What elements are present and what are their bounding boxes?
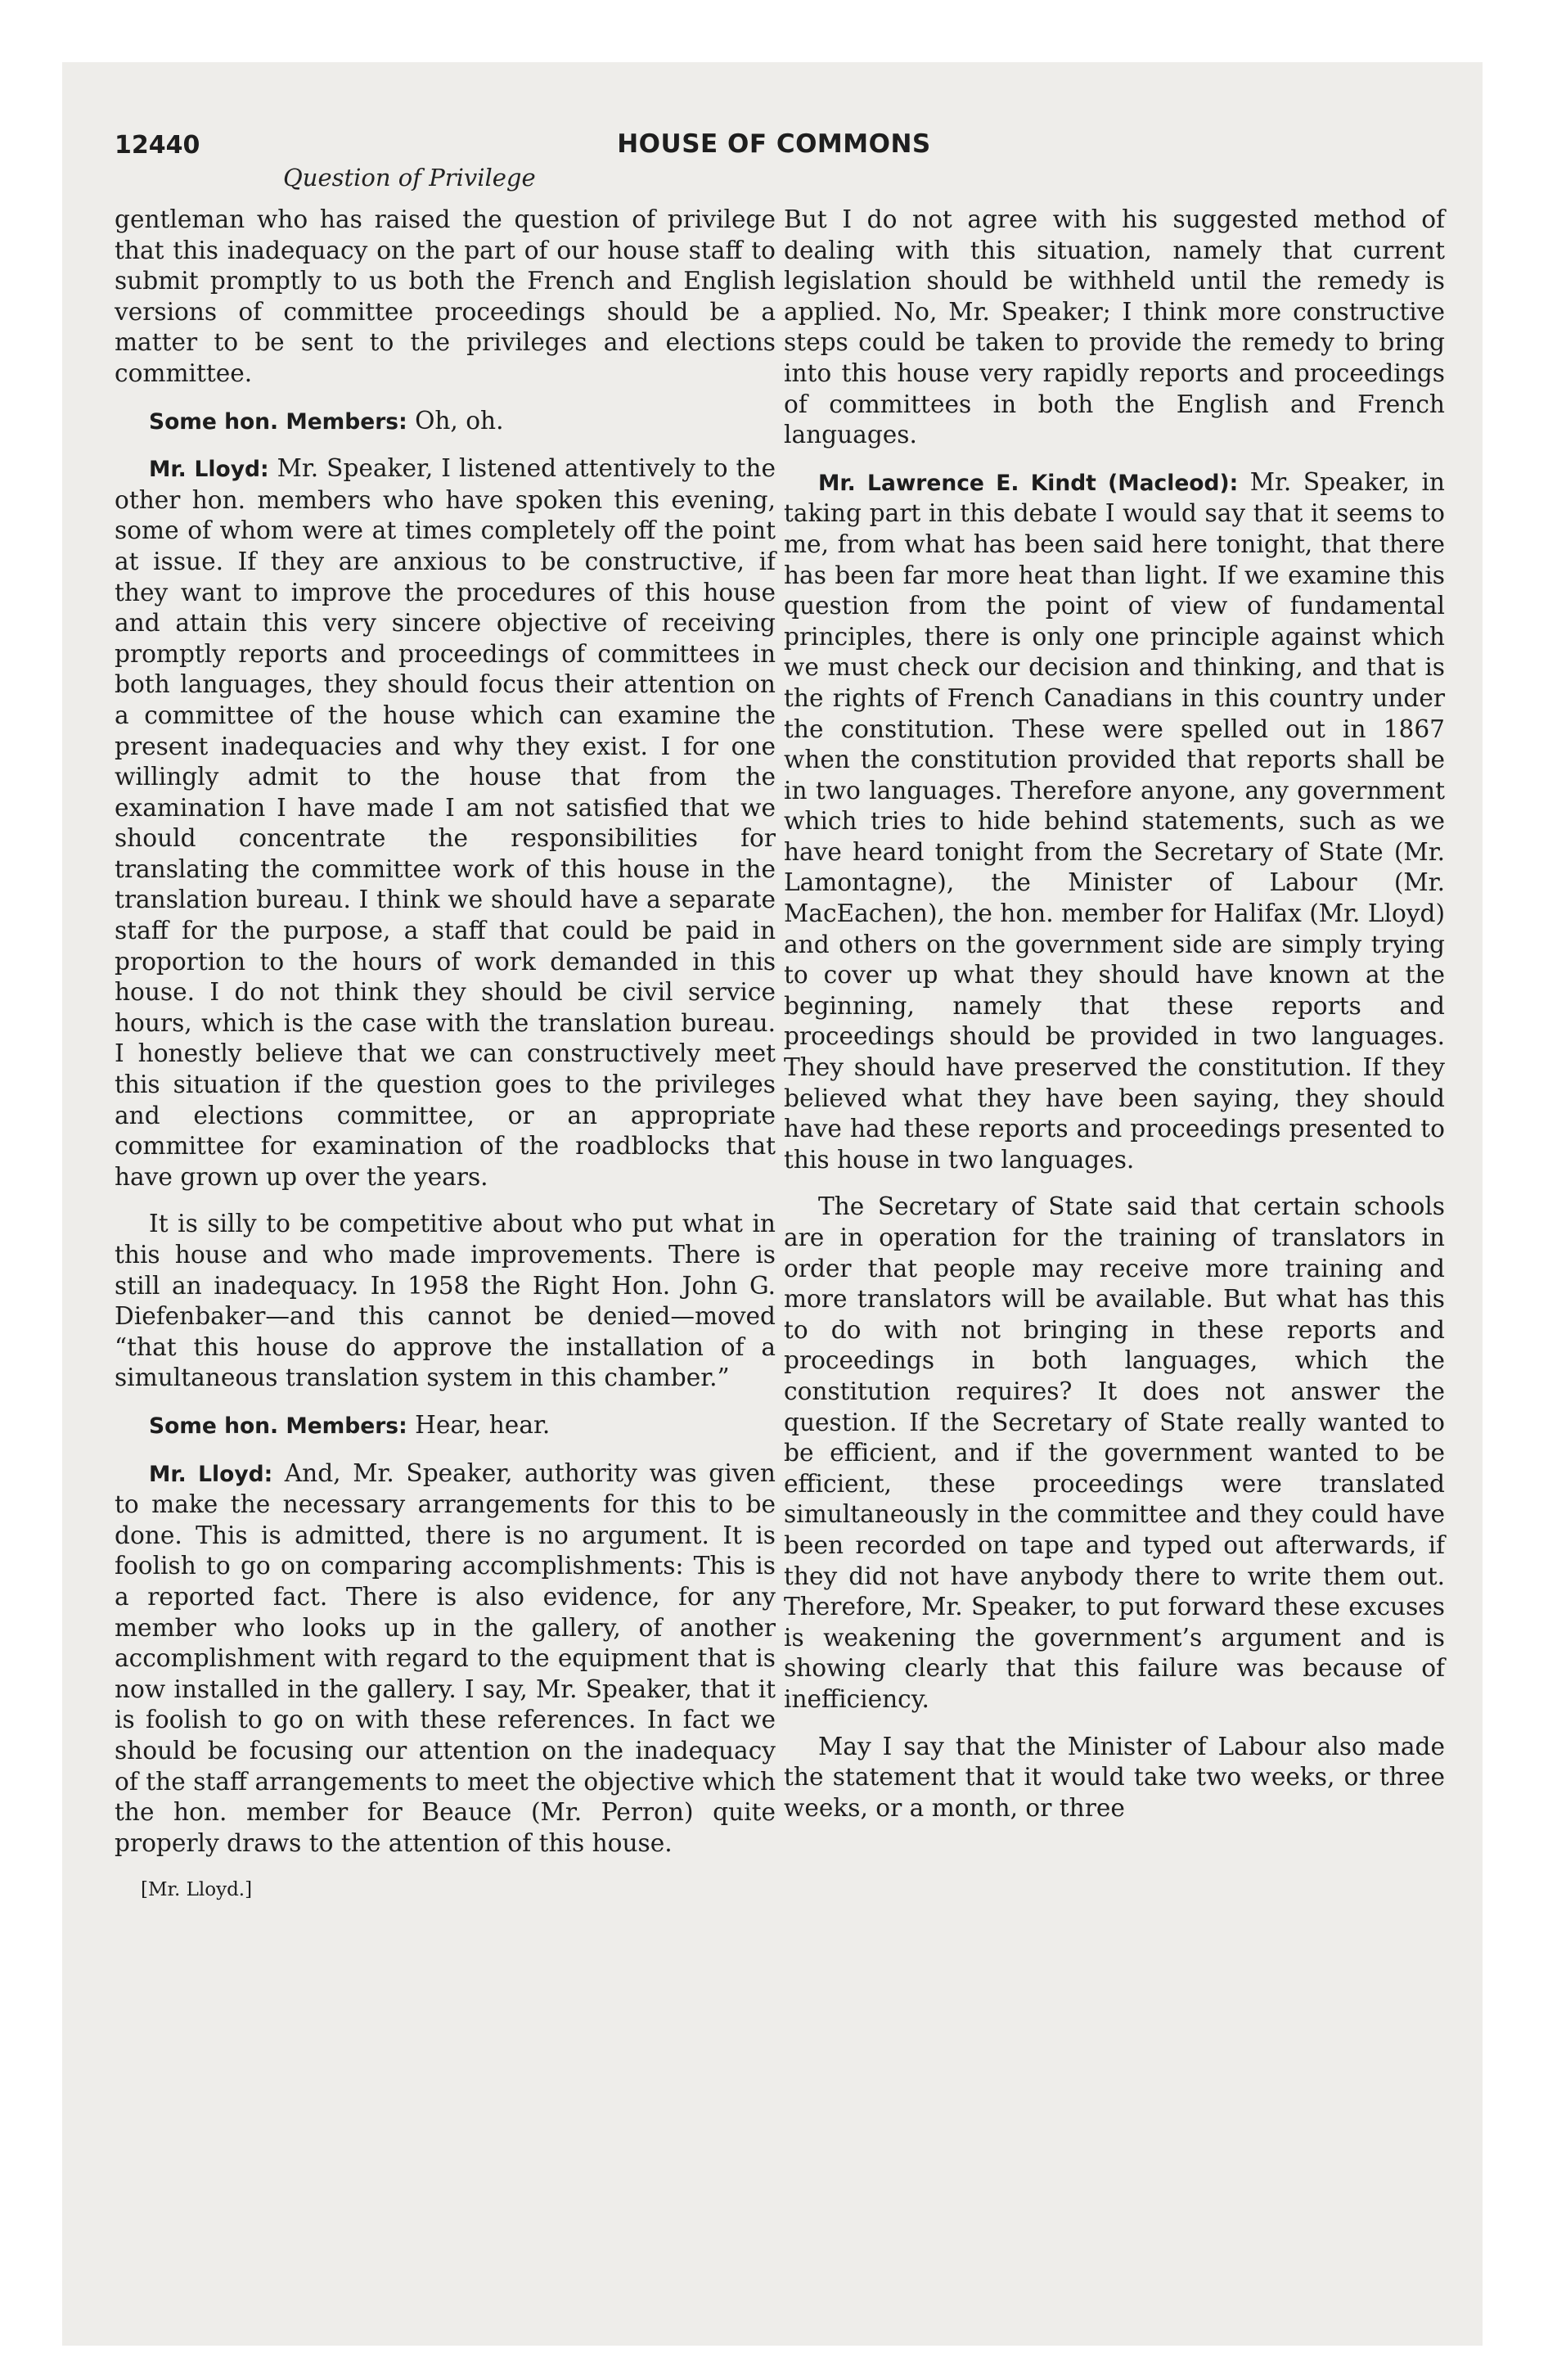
speech-text: Oh, oh. — [407, 406, 504, 435]
speaker-name: Some hon. Members: — [149, 408, 407, 435]
paragraph: But I do not agree with his suggested method of dealing with this situation, namely that current legislation should be withheld until the remedy is applied. No, Mr. Speaker; I think more constructive steps could be taken to provide the remedy to bring into this house very rapidly reports and proceedings of committees in both the English and French languages. — [784, 205, 1445, 449]
paragraph: The Secretary of State said that certain schools are in operation for the training of translators in order that people may receive more training and more translators will be available. But what has this to do with not bringing in these reports and proceedings in both languages, which the constitution requires? It does not answer the question. If the Secretary of State really wanted to be efficient, and if the government wanted to be efficient, these proceedings were translated simultaneously in the committee and they could have been recorded on tape and typed out afterwards, if they did not have anybody there to write them out. Therefore, Mr. Speaker, to put forward these excuses is weakening the government’s argument and is showing clearly that this failure was because of inefficiency. — [784, 1192, 1445, 1713]
speaker-name: Mr. Lloyd: — [149, 1461, 273, 1487]
left-column — [115, 205, 776, 1906]
speaker-name: Mr. Lloyd: — [149, 457, 269, 483]
paragraph: gentleman who has raised the question of privilege that this inadequacy on the part of our house staff to submit promptly to us both the French and English versions of committee proceedings should be a matter to be sent to the privileges and elections committee. — [115, 205, 776, 387]
footer-attribution: [Mr. Lloyd.] — [141, 1879, 253, 1901]
right-column — [784, 205, 1445, 1840]
paragraph — [115, 1458, 776, 1859]
speech-text: Hear, hear. — [407, 1410, 551, 1439]
speech-text: Mr. Speaker, I listened attentively to the other hon. members who have spoken this evening, some of whom were at times completely off the point at issue. If they are anxious to be constructive, if they want to improve the procedures of this house and attain this very sincere objective of receiving promptly reports and proceedings of committees in both languages, they should focus their attention on a committee of the house which can examine the present inadequacies and why they exist. I for one willingly admit to the house that from the examination I have made I am not satisfied that we should concentrate the responsibilities for translating the committee work of this house in the translation bureau. I think we should have a separate staff for the purpose, a staff that could be paid in proportion to the hours of work demanded in this house. I do not think they should be civil service hours, which is the case with the translation bureau. I honestly believe that we can constructively meet this situation if the question goes to the privileges and elections committee, or an appropriate committee for examination of the roadblocks that have grown up over the years. — [115, 454, 776, 1191]
page-number: 12440 — [115, 131, 200, 160]
paragraph: May I say that the Minister of Labour also made the statement that it would take two weeks, or three weeks, or a month, or three — [784, 1732, 1445, 1822]
paragraph — [115, 406, 776, 438]
speech-text: Mr. Speaker, in taking part in this debate I would say that it seems to me, from what has been said here tonight, that there has been far more heat than light. If we examine this question from the point of view of fundamental principles, there is only one principle against which we must check our decision and thinking, and that is the rights of French Canadians in this country under the constitution. These were spelled out in 1867 when the constitution provided that reports shall be in two languages. Therefore anyone, any government which tries to hide behind statements, such as we have heard tonight from the Secretary of State (Mr. Lamontagne), the Minister of Labour (Mr. MacEachen), the hon. member for Halifax (Mr. Lloyd) and others on the government side are simply trying to cover up what they should have known at the beginning, namely that these reports and proceedings should be provided in two languages. They should have preserved the constitution. If they believed what they have been saying, they should have had these reports and proceedings presented to this house in two languages. — [784, 467, 1445, 1174]
paragraph — [115, 1410, 776, 1442]
section-title: Question of Privilege — [283, 164, 536, 192]
speech-text: And, Mr. Speaker, authority was given to make the necessary arrangements for this to be done. This is admitted, there is no argument. It is foolish to go on comparing accomplishments: This is a reported fact. There is also evidence, for any member who looks up in the gallery, of another accomplishment with regard to the equipment that is now installed in the gallery. I say, Mr. Speaker, that it is foolish to go on with these references. In fact we should be focusing our attention on the inadequacy of the staff arrangements to meet the objective which the hon. member for Beauce (Mr. Perron) quite properly draws to the attention of this house. — [115, 1458, 776, 1857]
speaker-name: Some hon. Members: — [149, 1413, 407, 1439]
paragraph — [784, 467, 1445, 1176]
running-head: HOUSE OF COMMONS — [617, 129, 931, 159]
speaker-name: Mr. Lawrence E. Kindt (Macleod): — [818, 470, 1239, 496]
paragraph — [115, 453, 776, 1192]
paragraph: It is silly to be competitive about who put what in this house and who made improvements. There is still an inadequacy. In 1958 the Right Hon. John G. Diefenbaker—and this cannot be denied—moved “that this house do approve the installation of a simultaneous translation system in this chamber.” — [115, 1210, 776, 1392]
